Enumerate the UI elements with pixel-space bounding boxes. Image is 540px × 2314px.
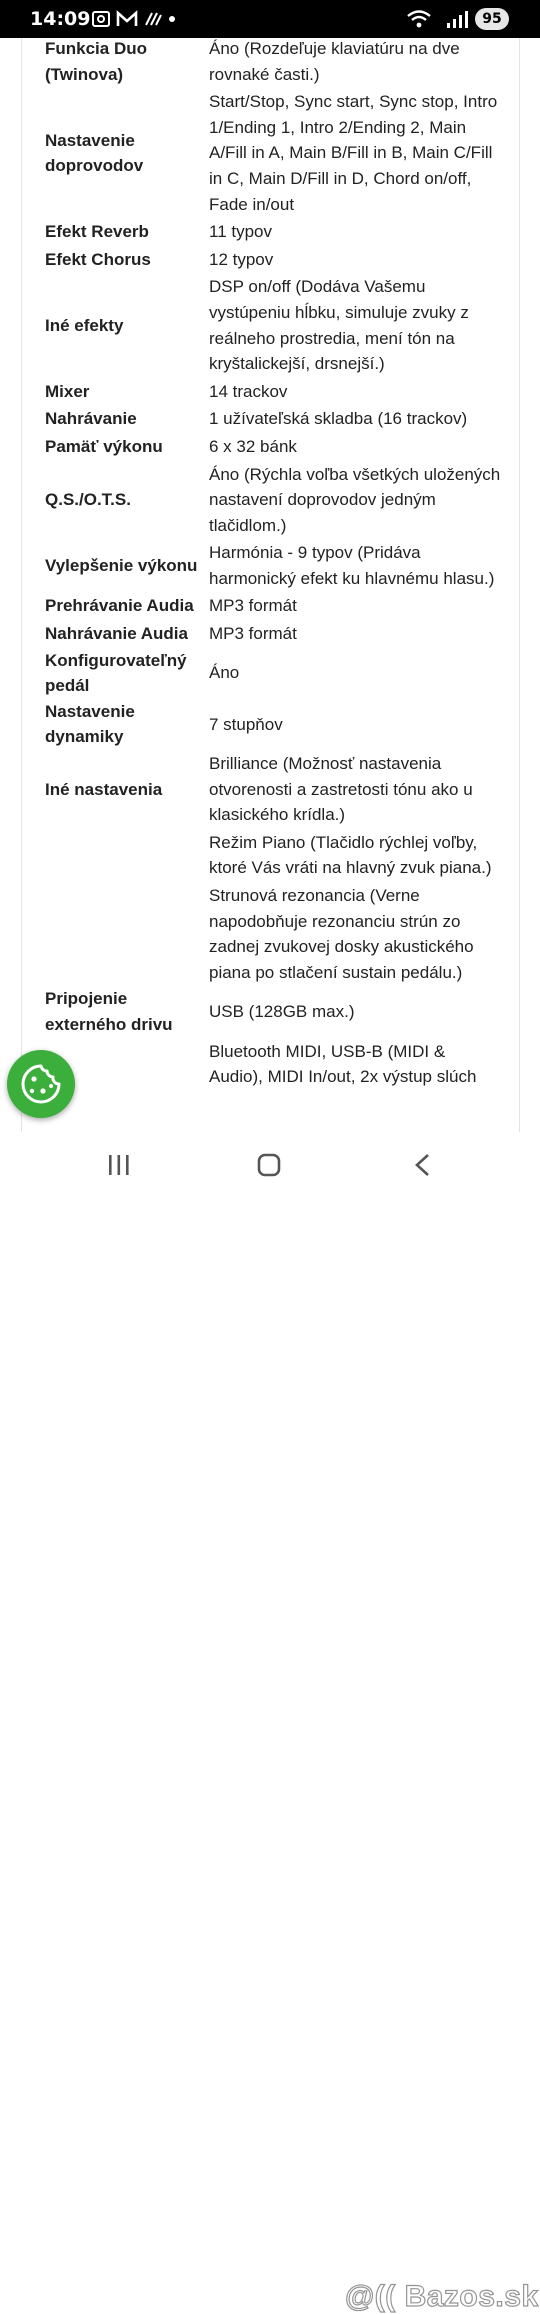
gallery-icon <box>91 9 111 29</box>
spec-value: Strunová rezonancia (Verne napodobňuje rezonanciu strún zo zadnej zvukovej dosky akustického piana po stlačení sustain pedálu.) <box>209 886 474 982</box>
signal-icon <box>446 9 470 29</box>
spec-row <box>37 405 501 433</box>
spec-value: Áno (Rýchla voľba všetkých uložených nastavení doprovodov jedným tlačidlom.) <box>209 464 501 535</box>
spec-label: Vylepšenie výkonu <box>45 556 198 576</box>
spec-value: USB (128GB max.) <box>209 1002 355 1022</box>
spec-row <box>37 433 501 461</box>
spec-label: Konfigurovateľný pedál <box>45 650 187 696</box>
spec-row <box>37 882 501 986</box>
spec-label: Efekt Chorus <box>45 249 151 269</box>
spec-row <box>37 620 501 648</box>
spec-row <box>37 273 501 377</box>
spec-label: Iné nastavenia <box>45 779 163 799</box>
spec-row <box>37 750 501 829</box>
spec-label: Funkcia Duo (Twinova) <box>45 39 148 84</box>
spec-label: Nahrávanie <box>45 409 137 429</box>
spec-row <box>37 246 501 274</box>
spec-value: MP3 formát <box>209 624 297 644</box>
spec-label: Q.S./O.T.S. <box>45 490 131 510</box>
navigation-bar <box>0 1132 540 2313</box>
status-bar <box>0 0 540 38</box>
spec-value: Harmónia - 9 typov (Pridáva harmonický efekt ku hlavnému hlasu.) <box>209 543 495 588</box>
spec-table <box>37 38 501 1091</box>
spec-row <box>37 38 501 88</box>
spec-label: Efekt Reverb <box>45 222 149 242</box>
dot-icon <box>168 15 176 23</box>
spec-value: 11 typov <box>209 222 273 242</box>
spec-row <box>37 829 501 882</box>
spec-row <box>37 539 501 592</box>
spec-value: Brilliance (Možnosť nastavenia otvorenosti a zastretosti tónu ako u klasického krídla.) <box>209 754 473 825</box>
spec-value: 12 typov <box>209 249 274 269</box>
nfc-icon <box>143 9 163 29</box>
spec-label: Nastavenie dynamiky <box>45 701 135 747</box>
cookie-settings-button[interactable] <box>7 1050 75 1118</box>
spec-row <box>37 88 501 218</box>
spec-label: Iné efekty <box>45 315 124 335</box>
home-icon[interactable] <box>256 1152 282 1178</box>
spec-value: 7 stupňov <box>209 714 283 734</box>
recents-icon[interactable] <box>106 1152 132 1178</box>
spec-row <box>37 461 501 540</box>
page-content[interactable] <box>0 38 540 1132</box>
spec-row <box>37 986 501 1037</box>
spec-row <box>37 648 501 699</box>
spec-row <box>37 592 501 620</box>
spec-label: Nahrávanie Audia <box>45 624 188 644</box>
spec-value: Režim Piano (Tlačidlo rýchlej voľby, ktoré Vás vráti na hlavný zvuk piana.) <box>209 832 492 878</box>
spec-label: Pripojenie externého drivu <box>45 989 173 1034</box>
spec-value: Bluetooth MIDI, USB-B (MIDI & Audio), MIDI In/out, 2x výstup slúch <box>209 1041 477 1087</box>
spec-label: Pamäť výkonu <box>45 436 163 456</box>
bazos-watermark: @(( Bazos.sk <box>345 2280 539 2313</box>
battery-level: 95 <box>475 8 509 30</box>
wifi-icon <box>406 9 432 29</box>
spec-label: Prehrávanie Audia <box>45 596 194 616</box>
spec-value: DSP on/off (Dodáva Vašemu vystúpeniu hĺbku, simuluje zvuky z reálneho prostredia, mení tón na kryštalickejší, drsnejší.) <box>209 277 469 374</box>
mail-icon <box>116 9 138 29</box>
spec-row <box>37 1038 501 1091</box>
spec-value: Start/Stop, Sync start, Sync stop, Intro 1/Ending 1, Intro 2/Ending 2, Main A/Fill in A, Main B/Fill in B, Main C/Fill in C, Main D/Fill in D, Chord on/off, Fade in/out <box>209 92 498 214</box>
spec-row <box>37 378 501 406</box>
status-time: 14:09 <box>30 8 91 30</box>
spec-value: Áno <box>209 663 240 683</box>
spec-value: 14 trackov <box>209 381 288 401</box>
cookie-icon <box>7 1050 75 1118</box>
back-gesture-icon[interactable] <box>410 1152 436 1178</box>
spec-row <box>37 218 501 246</box>
spec-label: Nastavenie doprovodov <box>45 130 144 176</box>
spec-value: MP3 formát <box>209 596 297 616</box>
spec-value: 6 x 32 bánk <box>209 436 297 456</box>
spec-row <box>37 699 501 750</box>
spec-value: 1 užívateľská skladba (16 trackov) <box>209 409 468 429</box>
spec-value: Áno (Rozdeľuje klaviatúru na dve rovnaké časti.) <box>209 39 460 84</box>
spec-label: Mixer <box>45 381 90 401</box>
